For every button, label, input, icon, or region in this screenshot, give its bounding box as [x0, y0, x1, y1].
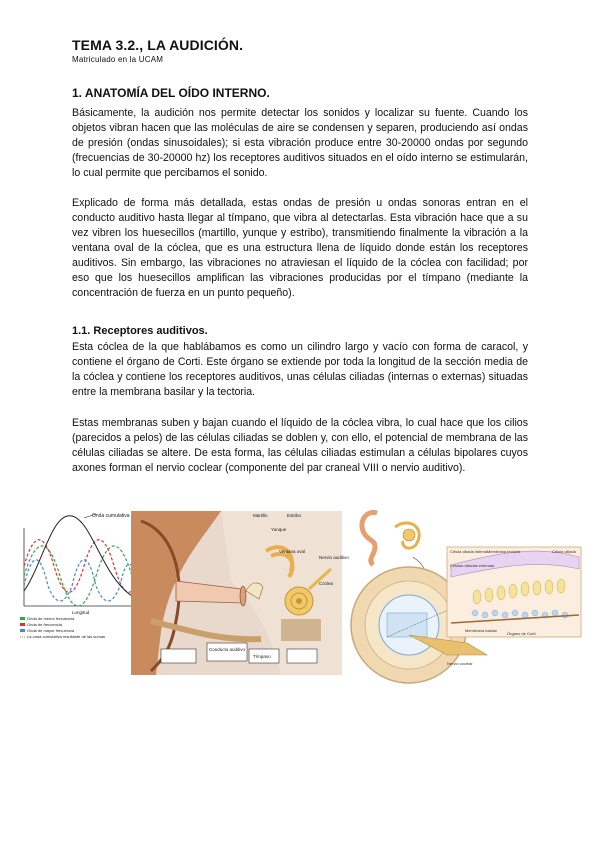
label-auditory-canal: Conducto auditivo — [209, 647, 246, 652]
ear-anatomy-figure — [131, 511, 349, 675]
label-outer-hair-cells: Células ciliadas externas — [450, 563, 495, 568]
label-hammer: Martillo — [253, 513, 268, 518]
cumulative-wave-label: Onda cumulativa — [92, 513, 130, 519]
paragraph-anatomy-2: Explicado de forma más detallada, estas ondas de presión u ondas sonoras entran en el conducto auditivo hasta llegar al tímpano, que vibra al detectarlas. Esta vibración hace que a su vez vibren los huesecillos (martillo, yunque y estribo), transmitiendo finalmente la vibración a la ventana oval de la cóclea, que es una estructura llena de líquido donde están los receptores auditivos. Sin embargo, las vibraciones no atraviesan el líquido de la cóclea con facilidad; por eso que los huesecillos amplifican las vibraciones producidas por el tímpano (mediante la concentración de fuerza en un punto pequeño). — [72, 197, 528, 299]
paragraph-anatomy-1: Básicamente, la audición nos permite detectar los sonidos y localizar su fuente. Cuando los objetos vibran hacen que las moléculas de aire se condensen y separen, produciendo así ondas de presión (ondas sinusoidales); si esta vibración produce entre 30-20000 ondas por segundo (frecuencias de 30-20000 hz) los receptores auditivos situados en el oído interno se estimularán, lo cual permite que percibamos el sonido. — [72, 107, 528, 179]
label-cochlea: Cóclea — [319, 581, 334, 586]
legend-item-2: Onda de frecuencia — [27, 622, 62, 627]
empty-label-box-1 — [161, 649, 196, 663]
page-subtitle: Matriculado en la UCAM — [72, 55, 164, 64]
legend-item-3: Onda de mayor frecuencia — [27, 628, 75, 633]
empty-label-box-2 — [287, 649, 317, 663]
label-oval-window: Ventana oval — [279, 549, 306, 554]
wave-x-label: Longitud — [72, 610, 90, 615]
label-organ-of-corti: Órgano de Corti — [507, 631, 536, 636]
label-stirrup: Estribo — [287, 513, 302, 518]
eardrum — [240, 586, 246, 606]
label-hair-cell: Célula ciliada — [552, 549, 576, 554]
page-title: TEMA 3.2., LA AUDICIÓN. — [72, 37, 244, 53]
green-wave — [24, 546, 132, 606]
label-tectorial-membrane: Membrana tectoria — [487, 549, 521, 554]
label-basilar-membrane: Membrana basilar — [465, 628, 498, 633]
label-auditory-nerve: Nervio auditivo — [319, 555, 349, 560]
sine-wave-figure — [12, 506, 138, 646]
section-heading-receptors: 1.1. Receptores auditivos. — [72, 325, 208, 337]
paragraph-receptors-1: Esta cóclea de la que hablábamos es como un cilindro largo y vacío con forma de caracol, y contiene el órgano de Corti. Este órgano se extiende por toda la longitud de la sección media de la cóclea y contiene los receptores auditivos, unas células ciliadas (internas o externas) situadas entre la membrana basilar y la tectoria. — [72, 341, 528, 398]
legend-item-4: La onda cumulativa resultante de las sumas — [27, 634, 106, 639]
cochlea-detail-figure — [347, 505, 585, 695]
label-inner-hair-cell: Célula ciliada interna — [450, 549, 488, 554]
label-eardrum: Tímpano — [253, 654, 271, 659]
label-cochlear-nerve: Nervio coclear — [447, 661, 473, 666]
legend-item-1: Onda de menor frecuencia — [27, 616, 75, 621]
label-anvil: Yunque — [271, 527, 287, 532]
section-heading-anatomy: 1. ANATOMÍA DEL OÍDO INTERNO. — [72, 86, 270, 100]
paragraph-receptors-2: Estas membranas suben y bajan cuando el líquido de la cóclea vibra, lo cual hace que los cilios (parecidos a pelos) de las células ciliadas se doblen y, con ello, el potencial de membrana de las células ciliadas se altere. De esta forma, las células ciliadas estimulan a células bipolares cuyos axones forman el nervio coclear (componente del par craneal VIII o nervio auditivo). — [72, 417, 528, 474]
